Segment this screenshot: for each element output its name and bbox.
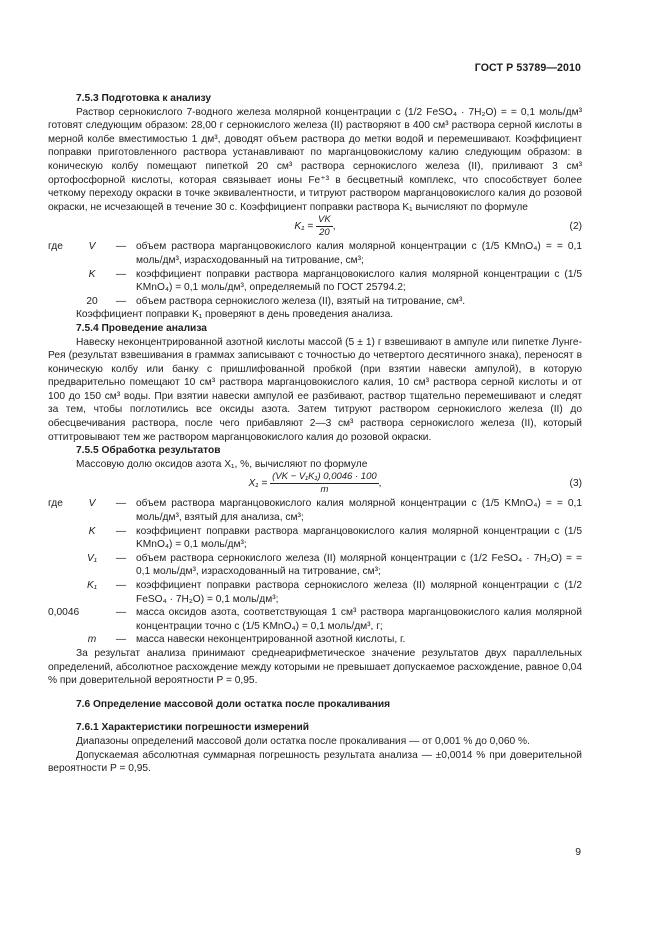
formula-2 <box>48 214 582 240</box>
formula-2-fraction <box>316 214 333 239</box>
where-definition: масса оксидов азота, соответствующая 1 см³ раствора марганцовокислого калия молярной концентрации точно c (1/5 KMnO₄) = 0,1 моль/дм³, г; <box>136 607 582 632</box>
formula-3-fraction <box>270 471 378 496</box>
section-7-6-1-heading: 7.6.1 Характеристики погрешности измерений <box>76 722 310 734</box>
formula-2-tail: , <box>332 221 336 233</box>
section-7-5-3-paragraph: Раствор сернокислого 7-водного железа молярной концентрации c (1/2 FeSO₄ · 7H₂O) = = 0,1 моль/дм³ готовят следующим образом: 28,00 г сернокислого железа (II) растворяют в 400 см³ раствора серной кислоты в мерной колбе вместимостью 1 дм³, доводят объем раствора до метки водой и перемешивают. Коэффициент поправки приготовленного раствора устанавливают по марганцовокислому калию следующим образом: в коническую колбу помещают пипеткой 20 см³ раствора сернокислого железа (II), приливают 3 см³ ортофосфорной кислоты, которая связывает ионы Fe⁺³ в бесцветный комплекс, что способствует более четкому переходу окраски в точке эквивалентности, и титруют раствором марганцовокислого калия до розовой окраски, не исчезающей в течение 30 с. Коэффициент поправки раствора K₁ вычисляют по формуле <box>48 106 582 213</box>
formula-3-number: (3) <box>569 478 582 490</box>
formula-2-number: (2) <box>569 221 582 233</box>
formula-3-tail: , <box>378 478 382 490</box>
where-definition: коэффициент поправки раствора марганцовокислого калия молярной концентрации c (1/5 KMnO₄) = 0,1 моль/дм³, определяемый по ГОСТ 25794.2; <box>136 268 582 294</box>
where-definition: объем раствора сернокислого железа (II), взятый на титрование, см³. <box>136 295 466 307</box>
where-definition: объем раствора сернокислого железа (II) молярной концентрации c (1/2 FeSO₄ · 7H₂O) = = 0,1 моль/дм³, израсходованный на титрование, см³; <box>136 552 582 578</box>
where-symbol: V <box>88 241 96 253</box>
section-7-5-5-paragraph: Массовую долю оксидов азота X₁, %, вычисляют по формуле <box>76 458 368 470</box>
formula-3 <box>48 471 582 497</box>
where-list-formula-2 <box>48 240 582 308</box>
where-symbol: m <box>87 634 97 646</box>
formula-3-numerator: (VK − V₁K₁) 0,0046 · 100 <box>272 471 377 483</box>
where-symbol: 20 <box>86 295 98 307</box>
formula-2-numerator: VK <box>318 214 331 226</box>
where-dash: — <box>115 607 127 619</box>
where-dash: — <box>115 552 127 564</box>
formula-2-denominator: 20 <box>319 227 330 239</box>
section-7-5-4-paragraph: Навеску неконцентрированной азотной кислоты массой (5 ± 1) г взвешивают в ампуле или пипетке Лунге-Рея (результат взвешивания в граммах записывают с точностью до четвертого десятичного знака), переносят в коническую колбу или банку с пришлифованной пробкой (при взятии навески ампулой), в которую предварительно помещают 10 см³ раствора марганцовокислого калия, 10 см³ раствора серной кислоты и от 100 до 150 см³ воды. При взятии навески ампулой ее разбивают, раствор тщательно перемешивают и следят за тем, чтобы поглотились все оксиды азота. Затем титруют раствором сернокислого железа (II) до обесцвечивания раствора, после чего прибавляют 2—3 см³ раствора сернокислого железа (II), который оттитровывают тем же раствором марганцовокислого калия до розовой окраски. <box>48 336 582 443</box>
section-7-5-5-heading: 7.5.5 Обработка результатов <box>76 445 221 457</box>
section-7-6-1-paragraph-2: Допускаемая абсолютная суммарная погрешность результата анализа — ±0,0014 % при доверительной вероятности P = 0,95. <box>48 749 582 775</box>
where-symbol: V₁ <box>86 552 97 564</box>
where-symbol: 0,0046 <box>48 607 80 619</box>
section-7-5-4-heading: 7.5.4 Проведение анализа <box>76 322 207 334</box>
formula-2-lhs: K₁ = <box>294 221 314 233</box>
where-symbol: K <box>88 525 96 537</box>
where-word: где <box>48 241 63 253</box>
where-dash: — <box>115 498 127 510</box>
where-definition: масса навески неконцентрированной азотной кислоты, г. <box>136 634 406 646</box>
where-list-formula-3 <box>48 497 582 647</box>
where-definition: коэффициент поправки раствора сернокислого железа (II) молярной концентрации c (1/2 FeSO₄ · 7H₂O) = 0,1 моль/дм³; <box>136 580 582 605</box>
where-dash: — <box>115 634 127 646</box>
document-id-header: ГОСТ Р 53789—2010 <box>474 62 581 74</box>
page-number: 9 <box>575 847 581 858</box>
where-symbol: K <box>88 268 96 280</box>
section-7-5-3-heading: 7.5.3 Подготовка к анализу <box>76 93 212 104</box>
where-dash: — <box>115 580 127 591</box>
page-content <box>48 92 582 776</box>
where-dash: — <box>115 525 127 537</box>
section-7-6-heading: 7.6 Определение массовой доли остатка после прокаливания <box>76 698 391 710</box>
where-symbol: V <box>88 498 96 510</box>
formula-3-lhs: X₁ = <box>248 478 268 490</box>
formula-3-denominator: m <box>320 484 329 496</box>
section-7-6-1-paragraph-1: Диапазоны определений массовой доли остатка после прокаливания — от 0,001 % до 0,060 %. <box>76 735 530 747</box>
where-symbol: K₁ <box>86 580 97 591</box>
where-dash: — <box>115 268 127 280</box>
where-dash: — <box>115 241 127 253</box>
where-definition: объем раствора марганцовокислого калия молярной концентрации c (1/5 KMnO₄) = = 0,1 моль/дм³, взятый для анализа, см³; <box>136 498 582 524</box>
where-word: где <box>48 498 63 510</box>
section-7-5-5-result-paragraph: За результат анализа принимают среднеарифметическое значение результатов двух параллельных определений, абсолютное расхождение между которыми не превышает допускаемое расхождение, равное 0,04 % при доверительной вероятности P = 0,95. <box>48 647 582 687</box>
where-definition: коэффициент поправки раствора марганцовокислого калия молярной концентрации c (1/5 KMnO₄) = 0,1 моль/дм³; <box>136 525 582 551</box>
where-dash: — <box>115 295 127 307</box>
where-definition: объем раствора марганцовокислого калия молярной концентрации c (1/5 KMnO₄) = = 0,1 моль/дм³, израсходованный на титрование, см³; <box>136 241 582 266</box>
section-7-5-3-note: Коэффициент поправки K₁ проверяют в день проведения анализа. <box>76 309 394 321</box>
